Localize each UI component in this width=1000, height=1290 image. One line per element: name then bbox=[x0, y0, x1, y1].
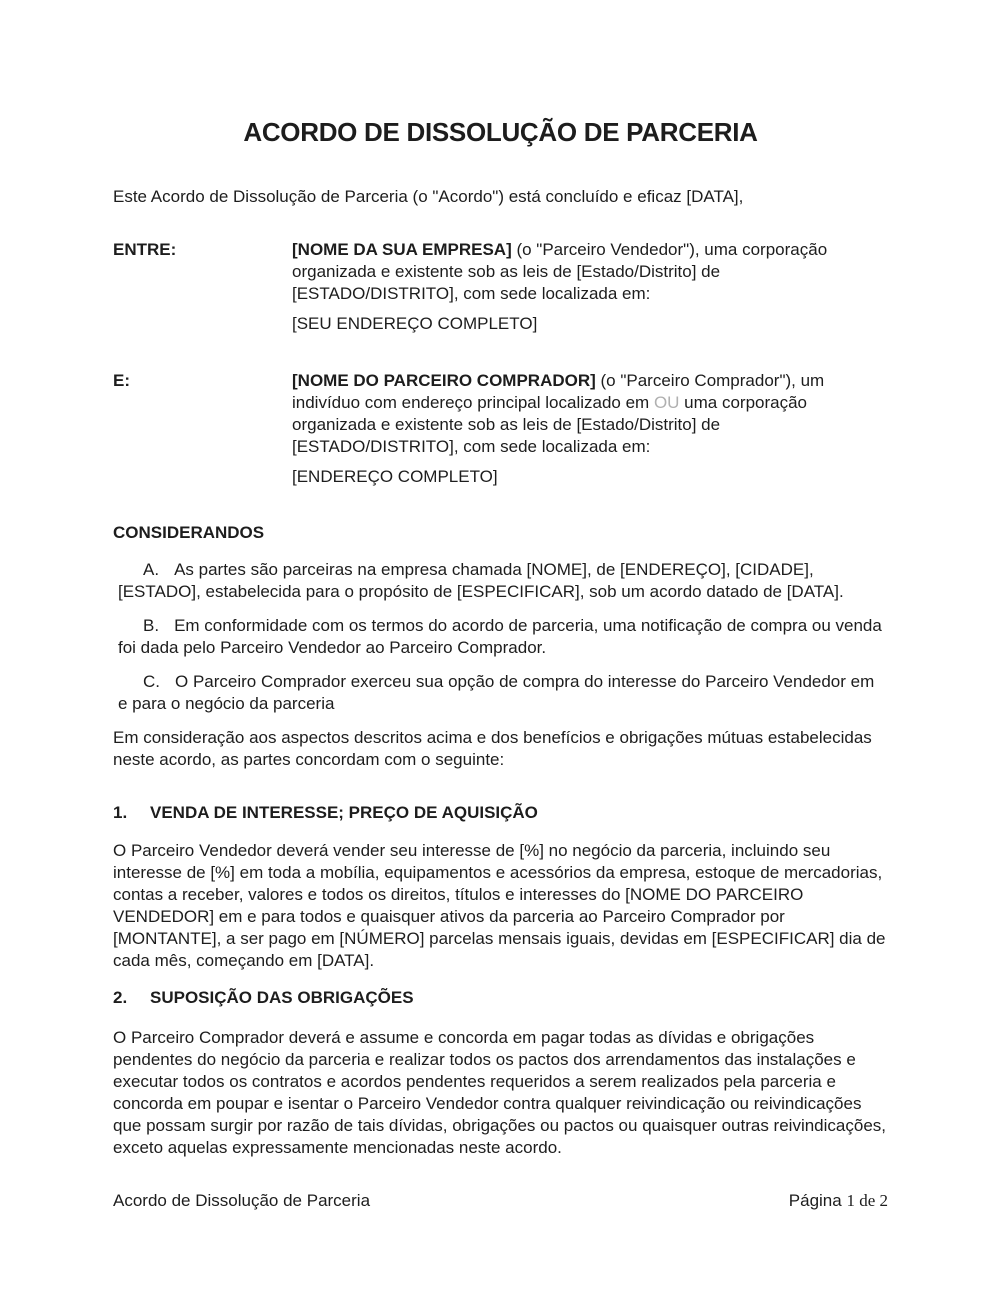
party-description-text-seller: (o "Parceiro Vendedor"), uma corporação organizada e existente sob as leis de [Estado/Distrito] de [ESTADO/DISTRITO], com sede localizada em: bbox=[292, 240, 828, 303]
recital-text-a: As partes são parceiras na empresa chamada [NOME], de [ENDEREÇO], [CIDADE], [ESTADO], estabelecida para o propósito de [ESPECIFICAR], sob um acordo datado de [DATA]. bbox=[118, 560, 844, 601]
party-block-seller bbox=[113, 239, 888, 335]
section-body-1: O Parceiro Vendedor deverá vender seu interesse de [%] no negócio da parceria, incluindo seu interesse de [%] em toda a mobília, equipamentos e acessórios da empresa, estoque de mercadorias, contas a receber, valores e todos os direitos, títulos e interesses do [NOME DO PARCEIRO VENDEDOR] em e para todos e quaisquer ativos da parceria ao Parceiro Comprador por [MONTANTE], a ser pago em [NÚMERO] parcelas mensais iguais, devidas em [ESPECIFICAR] dia de cada mês, começando em [DATA]. bbox=[113, 841, 886, 970]
footer-page-indicator bbox=[789, 1190, 888, 1212]
party-description-buyer bbox=[292, 370, 888, 458]
section-body-2: O Parceiro Comprador deverá e assume e concorda em pagar todas as dívidas e obrigações pendentes do negócio da parceria e realizar todos os pactos dos arrendamentos das instalações e executar todos os contratos e acordos pendentes requeridos a serem realizados pela parceria e concorda em poupar e isentar o Parceiro Vendedor contra qualquer reivindicação ou reivindicações que possam surgir por razão de tais dívidas, obrigações ou pactos ou quaisquer outras reivindicações, exceto aquelas expressamente mencionadas neste acordo. bbox=[113, 1028, 886, 1157]
recital-text-b: Em conformidade com os termos do acordo de parceria, uma notificação de compra ou venda foi dada pelo Parceiro Vendedor ao Parceiro Comprador. bbox=[118, 616, 882, 657]
page-title: ACORDO DE DISSOLUÇÃO DE PARCERIA bbox=[243, 117, 758, 147]
recital-marker-b: B. bbox=[143, 616, 160, 635]
intro-paragraph: Este Acordo de Dissolução de Parceria (o "Acordo") está concluído e eficaz [DATA], bbox=[113, 187, 744, 206]
party-description-text-buyer-after: uma corporação organizada e existente sob as leis de [Estado/Distrito] de [ESTADO/DISTRITO], com sede localizada em: bbox=[292, 393, 808, 456]
section-number-1: 1. bbox=[113, 803, 128, 822]
recital-marker-a: A. bbox=[143, 560, 160, 579]
recital-item-b bbox=[113, 615, 888, 659]
or-word: OU bbox=[653, 393, 680, 412]
recitals-closing-paragraph: Em consideração aos aspectos descritos acima e dos benefícios e obrigações mútuas estabelecidas neste acordo, as partes concordam com o seguinte: bbox=[113, 728, 872, 769]
party-name-seller: [NOME DA SUA EMPRESA] bbox=[292, 240, 512, 259]
party-content-buyer bbox=[292, 370, 888, 488]
footer-document-name: Acordo de Dissolução de Parceria bbox=[113, 1191, 371, 1210]
section-title-1: VENDA DE INTERESSE; PREÇO DE AQUISIÇÃO bbox=[150, 803, 538, 822]
party-label-e: E: bbox=[113, 371, 130, 390]
section-heading-1 bbox=[113, 802, 888, 824]
recital-text-c: O Parceiro Comprador exerceu sua opção de compra do interesse do Parceiro Vendedor em e para o negócio da parceria bbox=[118, 672, 875, 713]
section-title-2: SUPOSIÇÃO DAS OBRIGAÇÕES bbox=[150, 988, 414, 1007]
footer-page-label: Página bbox=[788, 1191, 842, 1210]
recital-item-a bbox=[113, 559, 888, 603]
party-description-text-buyer-before: (o "Parceiro Comprador"), um indivíduo com endereço principal localizado em bbox=[292, 371, 825, 412]
party-description-seller bbox=[292, 239, 888, 305]
party-address-buyer: [ENDEREÇO COMPLETO] bbox=[292, 467, 498, 486]
section-heading-2 bbox=[113, 987, 888, 1009]
footer-page-number: 1 de 2 bbox=[846, 1191, 888, 1210]
party-address-seller: [SEU ENDEREÇO COMPLETO] bbox=[292, 314, 538, 333]
party-content-seller bbox=[292, 239, 888, 335]
party-label-entre: ENTRE: bbox=[113, 240, 177, 259]
page-footer bbox=[113, 1190, 888, 1212]
recital-marker-c: C. bbox=[143, 672, 160, 691]
party-block-buyer bbox=[113, 370, 888, 488]
section-number-2: 2. bbox=[113, 988, 128, 1007]
party-name-buyer: [NOME DO PARCEIRO COMPRADOR] bbox=[292, 371, 596, 390]
recitals-heading: CONSIDERANDOS bbox=[113, 523, 265, 542]
recital-item-c bbox=[113, 671, 888, 715]
